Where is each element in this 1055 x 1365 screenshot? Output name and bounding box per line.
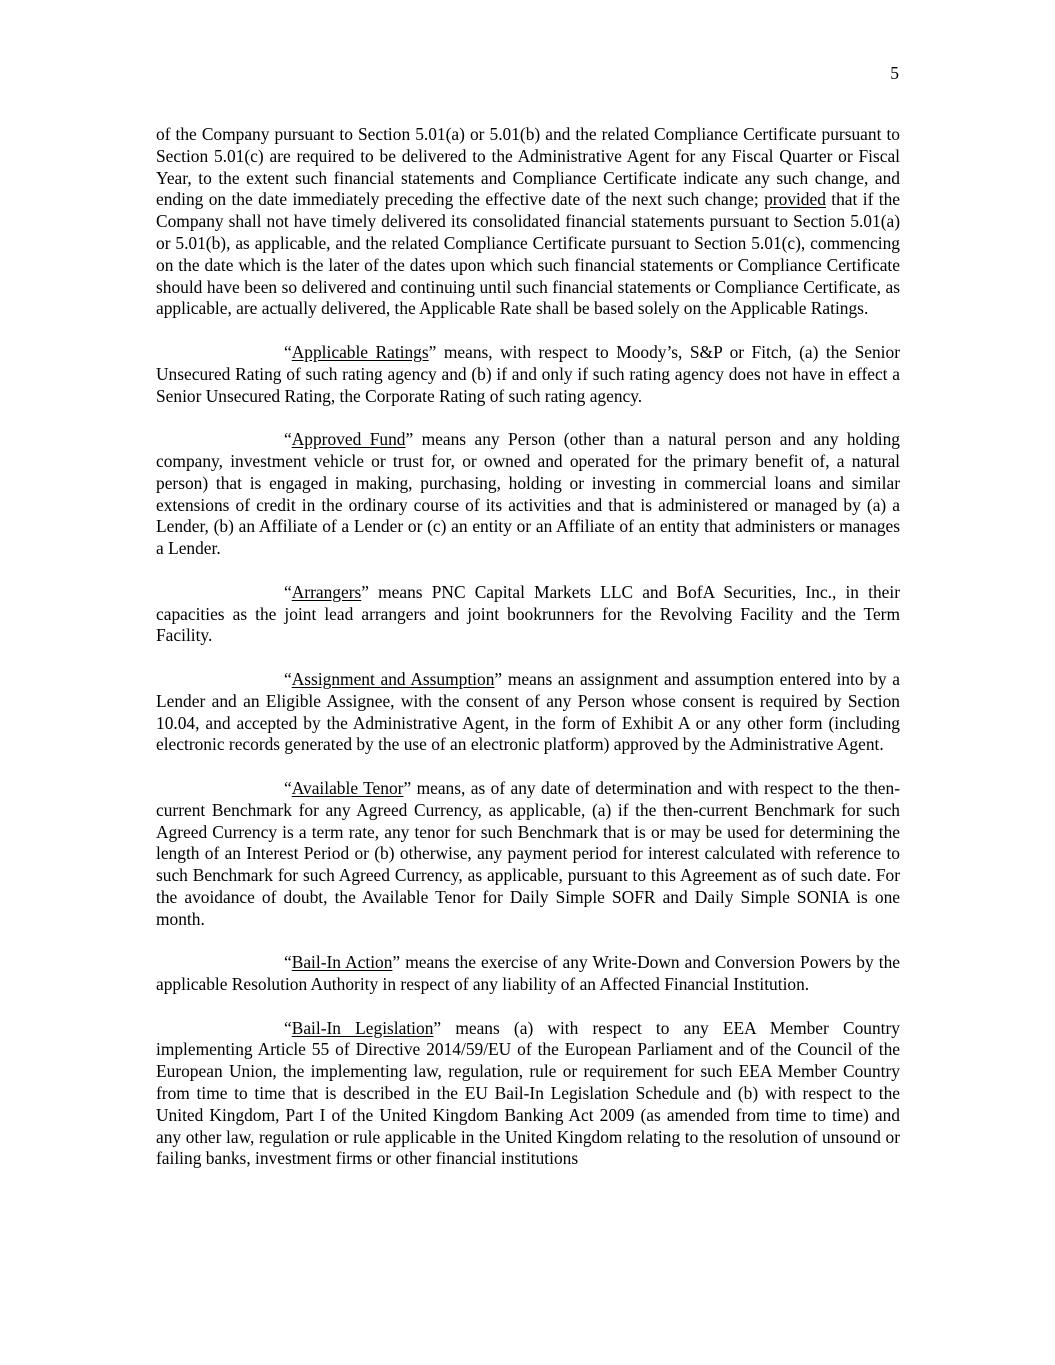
defined-term: Bail-In Action <box>291 952 393 973</box>
definition-text: means (a) with respect to any EEA Member Country implementing Article 55 of Directive 2014/59/EU of the European Parliament and of the Council of the European Union, the implementing law, regulation, rule or requirement for such EEA Member Country from time to time that is described in the EU Bail-In Legislation Schedule and (b) with respect to the United Kingdom, Part I of the United Kingdom Banking Act 2009 (as amended from time to time) and any other law, regulation or rule applicable in the United Kingdom relating to the resolution of unsound or failing banks, investment firms or other financial institutions <box>156 1017 900 1169</box>
page-number: 5 <box>890 63 899 83</box>
definition-text: means any Person (other than a natural person and any holding company, investment vehicle or trust for, or owned and operated for the primary benefit of, a natural person) that is engaged in making, purchasing, holding or investing in commercial loans and similar extensions of credit in the ordinary course of its activities and that is administered or managed by (a) a Lender, (b) an Affiliate of a Lender or (c) an entity or an Affiliate of an entity that administers or manages a Lender. <box>156 429 900 559</box>
provided-term: provided <box>764 189 826 210</box>
definition-approved-fund: “Approved Fund” means any Person (other than a natural person and any holding company, investment vehicle or trust for, or owned and operated for the primary benefit of, a natural person) that is engaged in making, purchasing, holding or investing in commercial loans and similar extensions of credit in the ordinary course of its activities and that is administered or managed by (a) a Lender, (b) an Affiliate of a Lender or (c) an entity or an Affiliate of an entity that administers or manages a Lender. <box>156 429 900 559</box>
definition-arrangers: “Arrangers” means PNC Capital Markets LLC and BofA Securities, Inc., in their capacities as the joint lead arrangers and joint bookrunners for the Revolving Facility and the Term Facility. <box>156 581 900 646</box>
definition-text: means PNC Capital Markets LLC and BofA Securities, Inc., in their capacities as the joint lead arrangers and joint bookrunners for the Revolving Facility and the Term Facility. <box>156 581 900 646</box>
defined-term: Bail-In Legislation <box>291 1017 434 1038</box>
defined-term: Arrangers <box>291 581 362 602</box>
definition-text: means the exercise of any Write-Down and Conversion Powers by the applicable Resolution Authority in respect of any liability of an Affected Financial Institution. <box>156 952 900 995</box>
defined-term: Available Tenor <box>291 777 404 798</box>
definition-bail-in-legislation: “Bail-In Legislation” means (a) with respect to any EEA Member Country implementing Article 55 of Directive 2014/59/EU of the European Parliament and of the Council of the European Union, the implementing law, regulation, rule or requirement for such EEA Member Country from time to time that is described in the EU Bail-In Legislation Schedule and (b) with respect to the United Kingdom, Part I of the United Kingdom Banking Act 2009 (as amended from time to time) and any other law, regulation or rule applicable in the United Kingdom relating to the resolution of unsound or failing banks, investment firms or other financial institutions <box>156 1017 900 1169</box>
continuation-paragraph <box>156 124 900 320</box>
definition-text: means, as of any date of determination and with respect to the then-current Benchmark for any Agreed Currency, as applicable, (a) if the then-current Benchmark for such Agreed Currency is a term rate, any tenor for such Benchmark that is or may be used for determining the length of an Interest Period or (b) otherwise, any payment period for interest calculated with reference to such Benchmark for such Agreed Currency, as applicable, pursuant to this Agreement as of such date. For the avoidance of doubt, the Available Tenor for Daily Simple SOFR and Daily Simple SONIA is one month. <box>156 777 900 929</box>
definition-bail-in-action: “Bail-In Action” means the exercise of any Write-Down and Conversion Powers by the applicable Resolution Authority in respect of any liability of an Affected Financial Institution. <box>156 952 900 995</box>
definition-assignment-and-assumption: “Assignment and Assumption” means an assignment and assumption entered into by a Lender and an Eligible Assignee, with the consent of any Person whose consent is required by Section 10.04, and accepted by the Administrative Agent, in the form of Exhibit A or any other form (including electronic records generated by the use of an electronic platform) approved by the Administrative Agent. <box>156 668 900 755</box>
definition-text: means an assignment and assumption entered into by a Lender and an Eligible Assignee, with the consent of any Person whose consent is required by Section 10.04, and accepted by the Administrative Agent, in the form of Exhibit A or any other form (including electronic records generated by the use of an electronic platform) approved by the Administrative Agent. <box>156 668 900 755</box>
definition-text: means, with respect to Moody’s, S&P or Fitch, (a) the Senior Unsecured Rating of such rating agency and (b) if and only if such rating agency does not have in effect a Senior Unsecured Rating, the Corporate Rating of such rating agency. <box>156 341 900 406</box>
definition-applicable-ratings: “Applicable Ratings” means, with respect to Moody’s, S&P or Fitch, (a) the Senior Unsecured Rating of such rating agency and (b) if and only if such rating agency does not have in effect a Senior Unsecured Rating, the Corporate Rating of such rating agency. <box>156 341 900 406</box>
continuation-text: of the Company pursuant to Section 5.01(a) or 5.01(b) and the related Compliance Certificate pursuant to Section 5.01(c) are required to be delivered to the Administrative Agent for any Fiscal Quarter or Fiscal Year, to the extent such financial statements and Compliance Certificate indicate any such change, and ending on the date immediately preceding the effective date of the next such change; <box>156 124 900 210</box>
document-body <box>156 124 900 1170</box>
defined-term: Assignment and Assumption <box>291 668 495 689</box>
defined-term: Applicable Ratings <box>291 341 429 362</box>
definition-available-tenor: “Available Tenor” means, as of any date of determination and with respect to the then-current Benchmark for any Agreed Currency, as applicable, (a) if the then-current Benchmark for such Agreed Currency is a term rate, any tenor for such Benchmark that is or may be used for determining the length of an Interest Period or (b) otherwise, any payment period for interest calculated with reference to such Benchmark for such Agreed Currency, as applicable, pursuant to this Agreement as of such date. For the avoidance of doubt, the Available Tenor for Daily Simple SOFR and Daily Simple SONIA is one month. <box>156 777 900 929</box>
continuation-text: that if the Company shall not have timely delivered its consolidated financial statements pursuant to Section 5.01(a) or 5.01(b), as applicable, and the related Compliance Certificate pursuant to Section 5.01(c), commencing on the date which is the later of the dates upon which such financial statements or Compliance Certificate should have been so delivered and continuing until such financial statements or Compliance Certificate, as applicable, are actually delivered, the Applicable Rate shall be based solely on the Applicable Ratings. <box>156 189 900 319</box>
defined-term: Approved Fund <box>291 429 406 450</box>
